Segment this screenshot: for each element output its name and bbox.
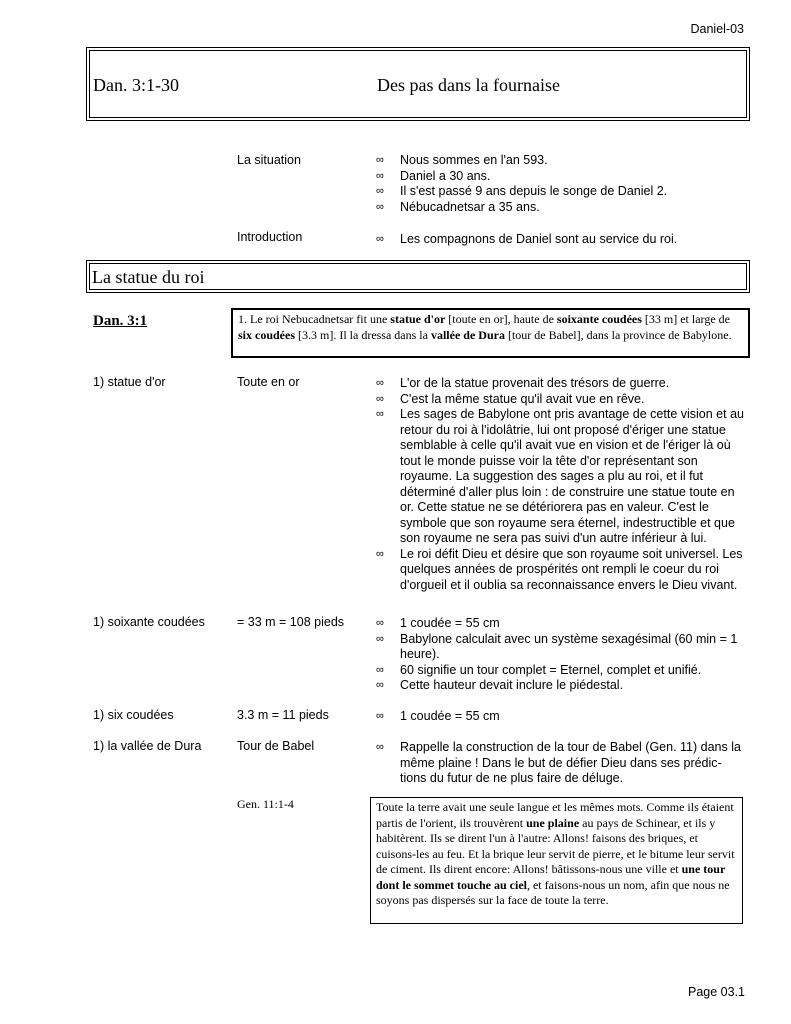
- list-item: ∞ Il s'est passé 9 ans depuis le songe de Daniel 2.: [376, 184, 668, 198]
- infinity-bullet-icon: ∞: [376, 233, 384, 245]
- title-reference: Dan. 3:1-30: [93, 75, 179, 95]
- list-item: ∞ Les compagnons de Daniel sont au service du roi.: [376, 232, 678, 246]
- verse-reference: Dan. 3:1: [93, 313, 148, 329]
- row-note-six: 3.3 m = 11 pieds: [237, 708, 329, 722]
- infinity-bullet-icon: ∞: [376, 617, 384, 629]
- soixante-list: [376, 616, 744, 694]
- list-item: ∞ Nous sommes en l'an 593.: [376, 153, 548, 167]
- infinity-bullet-icon: ∞: [376, 679, 384, 691]
- list-item: ∞ Daniel a 30 ans.: [376, 168, 491, 183]
- row-note-soixante: = 33 m = 108 pieds: [237, 615, 345, 629]
- list-item: ∞ Cette hauteur devait inclure le piédestal.: [376, 678, 624, 692]
- list-item: ∞ Nébucadnetsar a 35 ans.: [376, 199, 540, 214]
- intro-label-introduction: Introduction: [237, 230, 303, 244]
- six-list: [376, 709, 744, 725]
- infinity-bullet-icon: ∞: [376, 710, 384, 722]
- genesis-quote-box: Toute la terre avait une seule langue et les mêmes mots. Comme ils étaient partis de l'orient, ils trouvèrent une plaine au pays de Schinear, et ils y habitèrent. Ils se dirent l'un à l'autre: Allons! faisons des briques, et cuisons-les au feu. Et la brique leur servit de pierre, et le bitume leur servit de ciment. Ils dirent encore: Allons! bâtissons-nous une ville et une tour dont le sommet touche au ciel, et faisons-nous un nom, afin que nous ne soyons pas dispersés sur la face de toute la terre.: [370, 797, 743, 924]
- section-title: La statue du roi: [92, 267, 205, 287]
- infinity-bullet-icon: ∞: [376, 154, 384, 166]
- list-item: ∞ Rappelle la construction de la tour de Babel (Gen. 11) dans la même plaine ! Dans le but de défier Dieu dans ses prédic-tions du futur de ne plus faire de déluge.: [376, 740, 741, 785]
- infinity-bullet-icon: ∞: [376, 741, 384, 753]
- list-item: ∞ Babylone calculait avec un système sexagésimal (60 min = 1 heure).: [376, 631, 738, 661]
- list-item: ∞ 60 signifie un tour complet = Eternel, complet et unifié.: [376, 662, 702, 677]
- infinity-bullet-icon: ∞: [376, 392, 384, 405]
- row-label-statue: 1) statue d'or: [93, 375, 166, 389]
- list-item: ∞ 1 coudée = 55 cm: [376, 616, 500, 630]
- row-label-soixante: 1) soixante coudées: [93, 615, 205, 629]
- row-label-six: 1) six coudées: [93, 708, 174, 722]
- row-note-dura: Tour de Babel: [237, 739, 315, 753]
- genesis-reference: Gen. 11:1-4: [237, 797, 294, 811]
- list-item: ∞ Le roi défit Dieu et désire que son royaume soit universel. Les quelques années de prospérités ont rempli le coeur du roi d'orgueil et il oublia sa reconnaissance envers le Dieu vivant.: [376, 546, 743, 592]
- dura-list: [376, 740, 744, 787]
- list-item: ∞ Les sages de Babylone ont pris avantage de cette vision et au retour du roi à l'idolâtrie, lui ont proposé d'ériger une statue semblable à celle qu'il avait vue en vision et de l'ériger là où tout le monde puisse voir la tête d'or représentant son royaume. La suggestion des sages a plu au roi, et il fut déterminé d'aller plus loin : de construire une statue toute en or. Cette statue ne se détériorera pas en valeur. C'est le symbole que son royaume sera éternel, indestructible et que son royaume ne sera pas suivi d'un autre inférieur à lui.: [376, 407, 744, 545]
- infinity-bullet-icon: ∞: [376, 547, 384, 560]
- intro-label-situation: La situation: [237, 153, 301, 167]
- verse-quote-box: 1. Le roi Nebucadnetsar fit une statue d'or [toute en or], haute de soixante coudées [33 m] et large de six coudées [3.3 m]. Il la dressa dans la vallée de Dura [tour de Babel], dans la province de Babylone.: [231, 308, 750, 358]
- list-item: ∞ L'or de la statue provenait des trésors de guerre.: [376, 376, 670, 390]
- infinity-bullet-icon: ∞: [376, 663, 384, 676]
- infinity-bullet-icon: ∞: [376, 200, 384, 213]
- infinity-bullet-icon: ∞: [376, 185, 384, 197]
- infinity-bullet-icon: ∞: [376, 408, 384, 420]
- infinity-bullet-icon: ∞: [376, 377, 384, 389]
- title-heading: Des pas dans la fournaise: [377, 75, 560, 95]
- row-label-dura: 1) la vallée de Dura: [93, 739, 202, 753]
- statue-list: [376, 376, 744, 593]
- row-note-statue: Toute en or: [237, 375, 300, 389]
- introduction-list: [376, 232, 736, 248]
- list-item: ∞ 1 coudée = 55 cm: [376, 709, 500, 723]
- list-item: ∞ C'est la même statue qu'il avait vue en rêve.: [376, 391, 645, 406]
- situation-list: [376, 153, 736, 215]
- document-id: Daniel-03: [690, 22, 744, 36]
- infinity-bullet-icon: ∞: [376, 169, 384, 182]
- infinity-bullet-icon: ∞: [376, 632, 384, 645]
- page-number: Page 03.1: [688, 985, 745, 999]
